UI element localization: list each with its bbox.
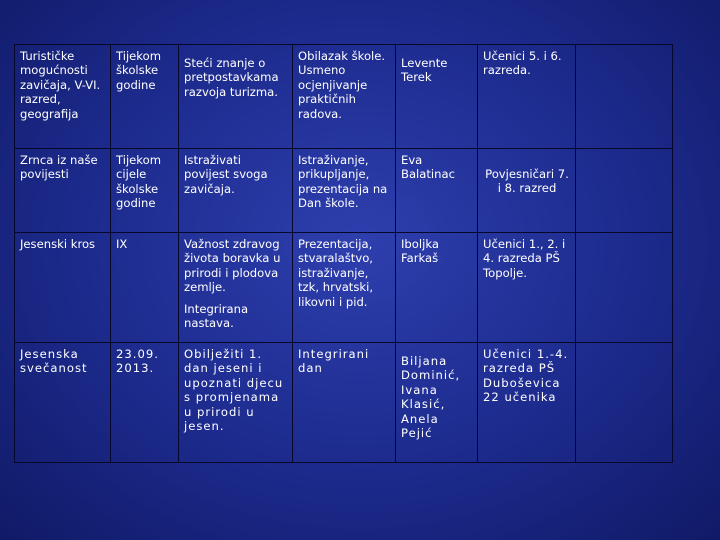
table-row bbox=[15, 233, 673, 343]
participants-cell: Učenici 1.-4. razreda PŠ Duboševica 22 učenika bbox=[478, 343, 576, 463]
time-cell: 23.09. 2013. bbox=[111, 343, 179, 463]
time-cell: Tijekom cijele školske godine bbox=[111, 149, 179, 233]
time-cell: Tijekom školske godine bbox=[111, 45, 179, 149]
method-cell: Istraživanje, prikupljanje, prezentacija na Dan škole. bbox=[293, 149, 396, 233]
goal-cell: Obilježiti 1. dan jeseni i upoznati djecu s promjenama u prirodi u jesen. bbox=[179, 343, 293, 463]
goal-extra-text: Integrirana nastava. bbox=[184, 301, 249, 331]
table-row bbox=[15, 343, 673, 463]
empty-cell bbox=[576, 233, 673, 343]
leader-cell: Eva Balatinac bbox=[396, 149, 478, 233]
activity-cell: Jesenska svečanost bbox=[15, 343, 111, 463]
activity-plan-table bbox=[14, 44, 673, 463]
empty-cell bbox=[576, 149, 673, 233]
activity-cell: Jesenski kros bbox=[15, 233, 111, 343]
participants-text: Povjesničari 7. i 8. razred bbox=[485, 167, 569, 196]
leader-text: Biljana Dominić, Ivana Klasić, Anela Pejić bbox=[401, 354, 461, 441]
time-cell: IX bbox=[111, 233, 179, 343]
activity-cell: Zrnca iz naše povijesti bbox=[15, 149, 111, 233]
method-cell: Prezentacija, stvaralaštvo, istraživanje, tzk, hrvatski, likovni i pid. bbox=[293, 233, 396, 343]
goal-cell bbox=[179, 45, 293, 149]
method-cell: Integrirani dan bbox=[293, 343, 396, 463]
goal-cell: Istraživati povijest svoga zavičaja. bbox=[179, 149, 293, 233]
method-cell: Obilazak škole. Usmeno ocjenjivanje praktičnih radova. bbox=[293, 45, 396, 149]
participants-cell: Učenici 1., 2. i 4. razreda PŠ Topolje. bbox=[478, 233, 576, 343]
empty-cell bbox=[576, 343, 673, 463]
table-row bbox=[15, 45, 673, 149]
empty-cell bbox=[576, 45, 673, 149]
table-row bbox=[15, 149, 673, 233]
activity-cell: Turističke mogućnosti zavičaja, V-VI. razred, geografija bbox=[15, 45, 111, 149]
leader-text: Levente Terek bbox=[401, 56, 448, 85]
participants-cell: Učenici 5. i 6. razreda. bbox=[478, 45, 576, 149]
leader-cell bbox=[396, 343, 478, 463]
goal-text: Steći znanje o pretpostavkama razvoja turizma. bbox=[184, 56, 279, 99]
goal-text: Važnost zdravog života boravka u prirodi i plodova zemlje. bbox=[184, 237, 281, 295]
leader-cell bbox=[396, 45, 478, 149]
leader-cell: Iboljka Farkaš bbox=[396, 233, 478, 343]
goal-cell bbox=[179, 233, 293, 343]
participants-cell bbox=[478, 149, 576, 233]
